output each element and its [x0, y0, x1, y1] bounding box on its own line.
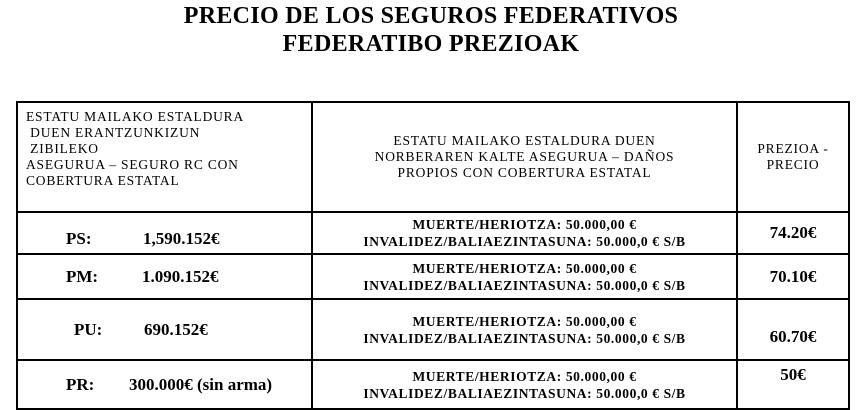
coverage-death: MUERTE/HERIOTZA: 50.000,00 €	[412, 368, 637, 384]
coverage-cell	[312, 212, 737, 254]
header-line: PREZIOA -	[757, 141, 829, 156]
table-row	[17, 212, 849, 254]
header-own-damage-insurance	[312, 102, 737, 212]
coverage-cell	[312, 360, 737, 409]
plan-code: PR:	[66, 375, 95, 394]
coverage-cell	[312, 299, 737, 360]
header-line: PROPIOS CON COBERTURA ESTATAL	[397, 165, 652, 180]
header-line: PRECIO	[766, 157, 820, 172]
price-value: 60.70€	[737, 299, 849, 360]
plan-code: PS:	[66, 229, 92, 248]
header-line: COBERTURA ESTATAL	[26, 173, 180, 188]
header-line: DUEN ERANTZUNKIZUN	[26, 125, 201, 140]
liability-amount: 1,590.152€	[143, 229, 220, 248]
table-header-row	[17, 102, 849, 212]
coverage-invalidity: INVALIDEZ/BALIAEZINTASUNA: 50.000,0 € S/B	[363, 330, 686, 346]
liability-cell	[17, 360, 312, 409]
header-line: ASEGURUA – SEGURO RC CON	[26, 157, 239, 172]
header-line: NORBERAREN KALTE ASEGURUA – DAÑOS	[374, 149, 675, 164]
table-row	[17, 299, 849, 360]
liability-cell	[17, 299, 312, 360]
liability-cell	[17, 212, 312, 254]
liability-amount: 1.090.152€	[142, 266, 219, 286]
price-value: 70.10€	[737, 254, 849, 299]
plan-code: PM:	[66, 266, 99, 286]
coverage-cell	[312, 254, 737, 299]
liability-amount: 690.152€	[144, 319, 208, 339]
page-subtitle: FEDERATIBO PREZIOAK	[282, 31, 580, 57]
table-row	[17, 254, 849, 299]
coverage-death: MUERTE/HERIOTZA: 50.000,00 €	[412, 217, 637, 232]
header-price	[737, 102, 849, 212]
coverage-invalidity: INVALIDEZ/BALIAEZINTASUNA: 50.000,0 € S/B	[363, 277, 686, 293]
liability-cell	[17, 254, 312, 299]
header-liability-insurance	[17, 102, 312, 212]
table-row	[17, 360, 849, 409]
liability-amount: 300.000€ (sin arma)	[129, 375, 273, 394]
coverage-death: MUERTE/HERIOTZA: 50.000,00 €	[412, 313, 637, 329]
price-value: 74.20€	[737, 212, 849, 254]
header-line: ZIBILEKO	[26, 141, 99, 156]
page-title: PRECIO DE LOS SEGUROS FEDERATIVOS	[183, 3, 679, 29]
header-line: ESTATU MAILAKO ESTALDURA DUEN	[393, 133, 656, 148]
plan-code: PU:	[74, 319, 103, 339]
coverage-invalidity: INVALIDEZ/BALIAEZINTASUNA: 50.000,0 € S/B	[363, 385, 686, 401]
insurance-price-table	[16, 101, 850, 410]
coverage-death: MUERTE/HERIOTZA: 50.000,00 €	[412, 260, 637, 276]
header-line: ESTATU MAILAKO ESTALDURA	[26, 109, 245, 124]
price-value: 50€	[737, 360, 849, 409]
coverage-invalidity: INVALIDEZ/BALIAEZINTASUNA: 50.000,0 € S/B	[363, 234, 686, 249]
